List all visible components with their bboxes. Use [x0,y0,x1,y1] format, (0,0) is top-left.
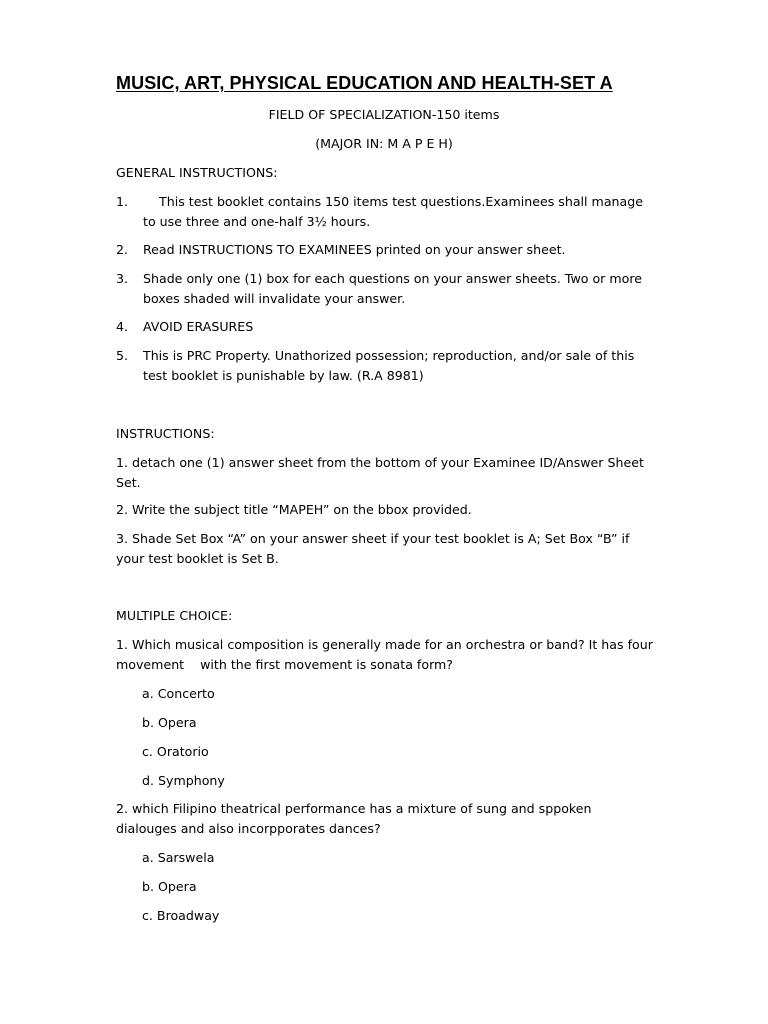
instructions-heading: INSTRUCTIONS: [116,426,215,441]
item-text: This is PRC Property. Unathorized possession; reproduction, and/or sale of this test booklet is punishable by law. (R.A 8981) [143,348,635,383]
answer-choice: c. Broadway [142,908,220,923]
document-subtitle: FIELD OF SPECIALIZATION-150 items [268,107,500,122]
item-number: 5. [116,348,129,363]
item-number: 3. [116,271,129,286]
general-instructions-heading: GENERAL INSTRUCTIONS: [116,165,278,180]
instruction-paragraph: 2. Write the subject title “MAPEH” on the bbox provided. [116,502,472,517]
multiple-choice-heading: MULTIPLE CHOICE: [116,608,233,623]
question-text: 1. Which musical composition is generally made for an orchestra or band? It has four movement with the first movement is sonata form? [116,637,657,672]
answer-choice: a. Concerto [142,686,215,701]
item-text: This test booklet contains 150 items test questions.Examinees shall manage to use three and one-half 3½ hours. [143,194,647,229]
major-label: (MAJOR IN: M A P E H) [315,136,453,151]
answer-choice: d. Symphony [142,773,225,788]
instruction-paragraph: 3. Shade Set Box “A” on your answer sheet if your test booklet is A; Set Box “B” if your test booklet is Set B. [116,531,630,566]
item-number: 1. [116,194,129,209]
question-text: 2. which Filipino theatrical performance has a mixture of sung and sppoken dialouges and also incorpporates dances? [116,801,592,836]
item-text: AVOID ERASURES [143,319,254,334]
document-title: MUSIC, ART, PHYSICAL EDUCATION AND HEALTH-SET A [116,73,613,93]
answer-choice: c. Oratorio [142,744,209,759]
answer-choice: b. Opera [142,879,197,894]
item-text: Shade only one (1) box for each questions on your answer sheets. Two or more boxes shaded will invalidate your answer. [143,271,642,306]
instruction-paragraph: 1. detach one (1) answer sheet from the bottom of your Examinee ID/Answer Sheet Set. [116,455,644,490]
item-text: Read INSTRUCTIONS TO EXAMINEES printed on your answer sheet. [143,242,566,257]
item-number: 2. [116,242,129,257]
answer-choice: a. Sarswela [142,850,215,865]
item-number: 4. [116,319,129,334]
answer-choice: b. Opera [142,715,197,730]
